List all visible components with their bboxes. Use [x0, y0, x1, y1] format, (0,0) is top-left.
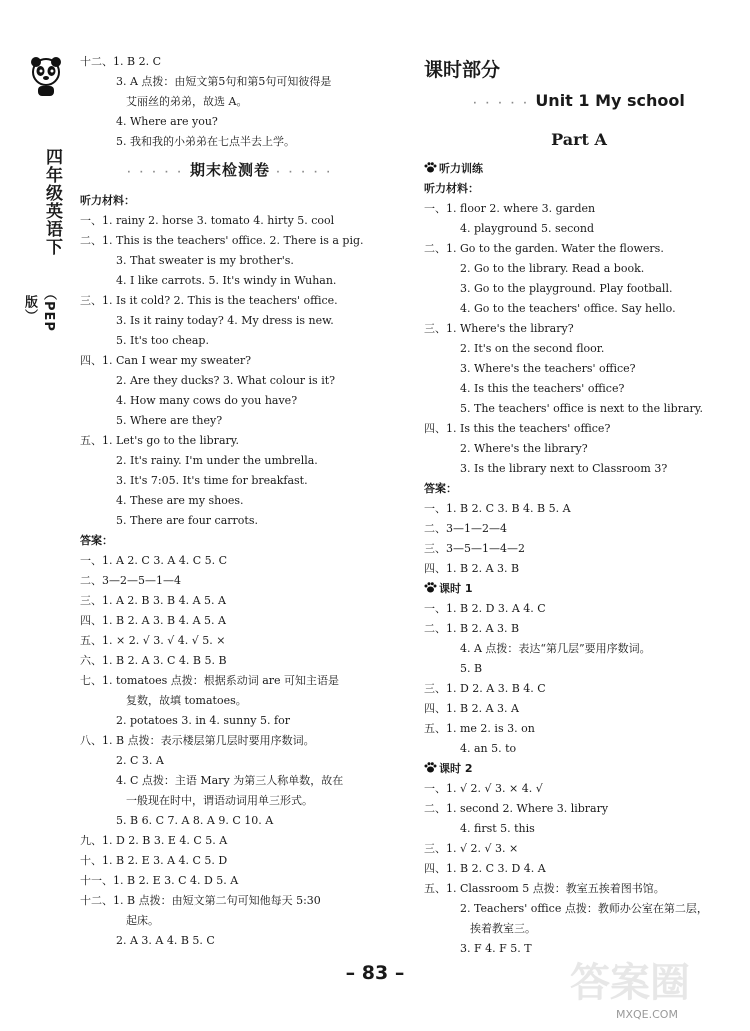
answer-line: 五、1. Classroom 5 点拨：教室五挨着图书馆。	[424, 882, 665, 895]
lesson1-heading	[424, 579, 734, 599]
answer-line: 十、1. B 2. E 3. A 4. C 5. D	[80, 854, 228, 867]
answer-line: 八、1. B 点拨：表示楼层第几层时要用序数词。	[80, 734, 315, 747]
answer-line: 3. Is it rainy today? 4. My dress is new.	[116, 314, 334, 327]
right-column	[424, 56, 734, 959]
answer-line: 一、1. floor 2. where 3. garden	[424, 202, 596, 215]
answer-line: 3. It's 7:05. It's time for breakfast.	[116, 474, 308, 487]
answer-line: 二、3—1—2—4	[424, 522, 507, 535]
answer-line: 3. That sweater is my brother's.	[116, 254, 294, 267]
answer-line: 三、1. A 2. B 3. B 4. A 5. A	[80, 594, 226, 607]
answer-line: 5. Where are they?	[116, 414, 223, 427]
left-answer-list	[80, 551, 380, 951]
answer-line: 七、1. tomatoes 点拨：根据系动词 are 可知主语是	[80, 674, 340, 687]
answer-line: 3. Is the library next to Classroom 3?	[460, 462, 668, 475]
section-title: 课时部分	[424, 59, 501, 81]
answer-line: 2. Go to the library. Read a book.	[460, 262, 645, 275]
answer-line: 五、1. Let's go to the library.	[80, 434, 240, 447]
answer-line: 一、1. √ 2. √ 3. × 4. √	[424, 782, 543, 795]
right-answer-label: 答案：	[424, 482, 457, 495]
left-listening-label: 听力材料：	[80, 194, 135, 207]
answer-line: 五、1. × 2. √ 3. √ 4. √ 5. ×	[80, 634, 226, 647]
answer-line: 2. Are they ducks? 3. What colour is it?	[116, 374, 336, 387]
answer-line: 4. Is this the teachers' office?	[460, 382, 625, 395]
paw-icon	[424, 762, 437, 773]
answer-line: 二、1. This is the teachers' office. 2. There is a pig.	[80, 234, 364, 247]
answer-line: 3. Where's the teachers' office?	[460, 362, 636, 375]
answer-line: 四、1. Can I wear my sweater?	[80, 354, 251, 367]
answer-line: 2. It's rainy. I'm under the umbrella.	[116, 454, 318, 467]
answer-line: 4. These are my shoes.	[116, 494, 244, 507]
answer-line: 4. an 5. to	[460, 742, 517, 755]
answer-line: 十二、1. B 2. C	[80, 55, 161, 68]
unit-title: Unit 1 My school	[535, 91, 685, 110]
side-book-title: 四年级英语下	[42, 148, 62, 256]
answer-line: 2. Teachers' office 点拨：教师办公室在第二层，	[460, 902, 708, 915]
answer-line: 3. F 4. F 5. T	[460, 942, 532, 955]
answer-line: 三、1. D 2. A 3. B 4. C	[424, 682, 546, 695]
paw-icon	[424, 582, 437, 593]
answer-line: 六、1. B 2. A 3. C 4. B 5. B	[80, 654, 227, 667]
unit-title-row	[424, 88, 734, 117]
answer-line: 四、1. B 2. A 3. B	[424, 562, 520, 575]
answer-line: 三、1. Is it cold? 2. This is the teachers' office.	[80, 294, 338, 307]
side-book-edition: （PEP 版）	[22, 286, 56, 332]
left-answer-label: 答案：	[80, 534, 113, 547]
exam-title-row	[80, 160, 380, 183]
answer-line: 一、1. B 2. D 3. A 4. C	[424, 602, 546, 615]
decorative-dots-right: · · · · ·	[276, 168, 333, 178]
answer-line: 四、1. Is this the teachers' office?	[424, 422, 611, 435]
left-listening-list	[80, 211, 380, 531]
answer-line: 4. I like carrots. 5. It's windy in Wuhan.	[116, 274, 337, 287]
answer-line: 3. A 点拨：由短文第5句和第5句可知彼得是	[116, 75, 332, 88]
answer-line: 十一、1. B 2. E 3. C 4. D 5. A	[80, 874, 239, 887]
answer-line: 5. The teachers' office is next to the library.	[460, 402, 704, 415]
exam-title: 期末检测卷	[189, 161, 270, 179]
svg-text:答案圈: 答案圈	[570, 960, 690, 1006]
answer-line: 三、1. √ 2. √ 3. ×	[424, 842, 519, 855]
left-column	[80, 52, 380, 951]
answer-line: 艾丽丝的弟弟，故选 A。	[126, 95, 248, 108]
answer-line: 4. C 点拨：主语 Mary 为第三人称单数，故在	[116, 774, 344, 787]
paw-icon	[424, 162, 437, 173]
answer-line: 一、1. B 2. C 3. B 4. B 5. A	[424, 502, 571, 515]
listening-train-label: 听力训练	[439, 162, 483, 175]
answer-line: 一般现在时中，谓语动词用单三形式。	[126, 794, 313, 807]
answer-line: 5. B 6. C 7. A 8. A 9. C 10. A	[116, 814, 274, 827]
answer-line: 4. Go to the teachers' office. Say hello.	[460, 302, 676, 315]
answer-line: 九、1. D 2. B 3. E 4. C 5. A	[80, 834, 228, 847]
answer-line: 四、1. B 2. C 3. D 4. A	[424, 862, 546, 875]
answer-line: 5. There are four carrots.	[116, 514, 258, 527]
answer-line: 4. A 点拨：表达“第几层”要用序数词。	[460, 642, 651, 655]
answer-line: 五、1. me 2. is 3. on	[424, 722, 535, 735]
answer-line: 二、3—2—5—1—4	[80, 574, 181, 587]
answer-line: 四、1. B 2. A 3. B 4. A 5. A	[80, 614, 226, 627]
answer-line: 起床。	[126, 914, 159, 927]
lesson2-title: 课时 2	[439, 762, 473, 775]
page-number: – 83 –	[345, 962, 405, 984]
part-title: Part A	[551, 130, 607, 149]
panda-mascot-icon	[28, 56, 64, 98]
decorative-dots-left: · · · · ·	[473, 99, 530, 109]
answer-line: 四、1. B 2. A 3. A	[424, 702, 519, 715]
right-answer-list	[424, 499, 734, 579]
side-banner	[22, 56, 72, 336]
answer-line: 一、1. A 2. C 3. A 4. C 5. C	[80, 554, 228, 567]
answer-line: 挨着教室三。	[470, 922, 536, 935]
answer-line: 复数，故填 tomatoes。	[126, 694, 247, 707]
answer-line: 三、3—5—1—4—2	[424, 542, 525, 555]
answer-line: 5. It's too cheap.	[116, 334, 209, 347]
answer-line: 4. playground 5. second	[460, 222, 595, 235]
answer-line: 2. A 3. A 4. B 5. C	[116, 934, 215, 947]
right-listening-label: 听力材料：	[424, 182, 479, 195]
answer-line: 2. C 3. A	[116, 754, 164, 767]
answer-line: 十二、1. B 点拨：由短文第二句可知他每天 5:30	[80, 894, 321, 907]
answer-line: 二、1. second 2. Where 3. library	[424, 802, 609, 815]
answer-line: 二、1. B 2. A 3. B	[424, 622, 520, 635]
answer-line: 三、1. Where's the library?	[424, 322, 574, 335]
answer-line: 2. potatoes 3. in 4. sunny 5. for	[116, 714, 290, 727]
watermark-url: MXQE.COM	[616, 1008, 678, 1021]
left-top-list	[80, 52, 380, 152]
lesson2-list	[424, 779, 734, 959]
right-listening-list	[424, 199, 734, 479]
answer-line: 4. first 5. this	[460, 822, 535, 835]
answer-line: 2. Where's the library?	[460, 442, 588, 455]
answer-line: 一、1. rainy 2. horse 3. tomato 4. hirty 5. cool	[80, 214, 335, 227]
answer-line: 4. How many cows do you have?	[116, 394, 298, 407]
answer-line: 5. B	[460, 662, 483, 675]
lesson1-list	[424, 599, 734, 759]
answer-line: 4. Where are you?	[116, 115, 218, 128]
answer-line: 二、1. Go to the garden. Water the flowers.	[424, 242, 664, 255]
answer-line: 3. Go to the playground. Play football.	[460, 282, 673, 295]
lesson2-heading	[424, 759, 734, 779]
listening-train-heading	[424, 159, 734, 179]
lesson1-title: 课时 1	[439, 582, 473, 595]
answer-line: 2. It's on the second floor.	[460, 342, 605, 355]
decorative-dots-left: · · · · ·	[127, 168, 184, 178]
answer-line: 5. 我和我的小弟弟在七点半去上学。	[116, 135, 295, 148]
